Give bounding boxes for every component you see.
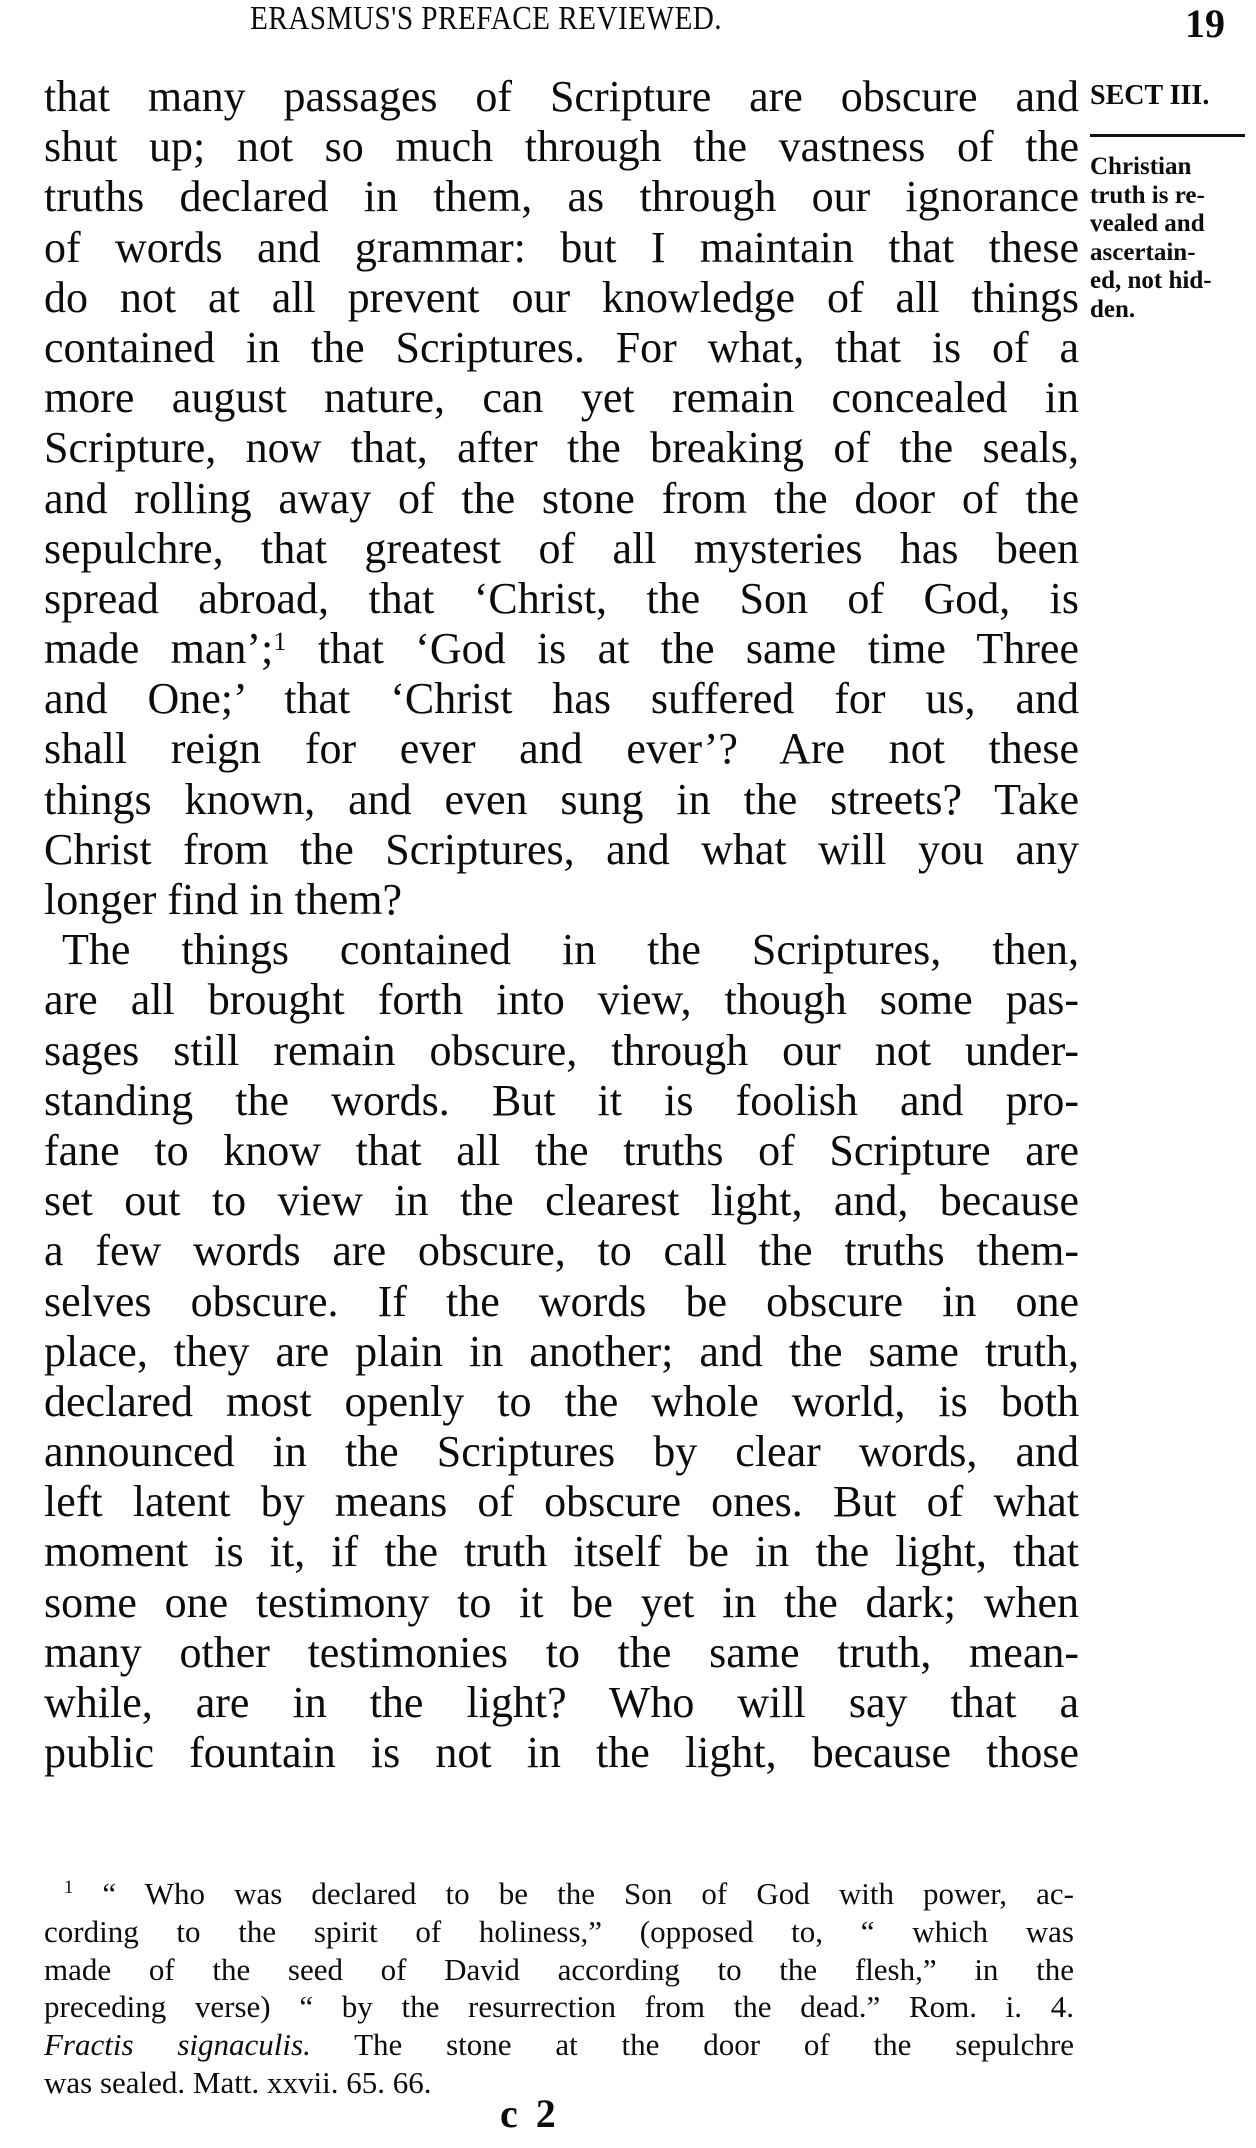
text-line: sages still remain obscure, through our not under- xyxy=(44,1025,1079,1075)
text-line: sepulchre, that greatest of all mysteries has been xyxy=(44,523,1079,573)
footnote-reference[interactable]: 1 xyxy=(273,626,287,657)
text-line: and rolling away of the stone from the door of the xyxy=(44,473,1079,523)
text-line: contained in the Scriptures. For what, that is of a xyxy=(44,322,1079,372)
text-line: left latent by means of obscure ones. But of what xyxy=(44,1477,1079,1527)
text-line: of words and grammar: but I maintain that these xyxy=(44,222,1079,272)
text-line: shut up; not so much through the vastness of the xyxy=(44,122,1079,172)
text-line: announced in the Scriptures by clear words, and xyxy=(44,1427,1079,1477)
text-line: are all brought forth into view, though some pas- xyxy=(44,975,1079,1025)
text-line: things known, and even sung in the streets? Take xyxy=(44,774,1079,824)
text-line: longer find in them? xyxy=(44,875,403,924)
footnote xyxy=(44,1875,1074,2102)
margin-note-line: ed, not hid- xyxy=(1090,267,1212,294)
footnote-line: was sealed. Matt. xxvii. 65. 66. xyxy=(44,2064,432,2100)
text-line: more august nature, can yet remain concealed in xyxy=(44,373,1079,423)
text-line: while, are in the light? Who will say that a xyxy=(44,1678,1079,1727)
margin-note-line: vealed and xyxy=(1090,210,1205,237)
page-number: 19 xyxy=(1185,1,1225,46)
text-line: standing the words. But it is foolish and pro- xyxy=(44,1075,1079,1125)
text-line: set out to view in the clearest light, and, because xyxy=(44,1176,1079,1226)
text-line: some one testimony to it be yet in the dark; when xyxy=(44,1577,1079,1627)
footnote-line: cording to the spirit of holiness,” (opposed to, “ which was xyxy=(44,1913,1074,1949)
text-line: declared most openly to the whole world, is both xyxy=(44,1376,1079,1426)
text-line: shall reign for ever and ever’? Are not these xyxy=(44,724,1079,774)
text-line: selves obscure. If the words be obscure in one xyxy=(44,1276,1079,1326)
text-line: many other testimonies to the same truth, mean- xyxy=(44,1627,1079,1677)
text-line-with-footnote-ref: made man’;$^1$ that ‘God is at the same time Three xyxy=(44,624,1079,674)
text-line: do not at all prevent our knowledge of all things xyxy=(44,272,1079,322)
footnote-line: made of the seed of David according to the flesh,” in the xyxy=(44,1951,1074,1987)
running-title: ERASMUS'S PREFACE REVIEWED. xyxy=(250,0,723,37)
section-label: SECT III. xyxy=(1090,80,1210,111)
margin-note-line: ascertain- xyxy=(1090,238,1196,266)
margin-note xyxy=(1090,72,1250,324)
body-text xyxy=(44,72,1079,1778)
footnote-line: Fractis signaculis. The stone at the door of the sepulchre xyxy=(44,2027,1074,2063)
text-line: that many passages of Scripture are obscure and xyxy=(44,72,1079,121)
text-line: and One;’ that ‘Christ has suffered for us, and xyxy=(44,674,1079,724)
paragraph-start-line: The things contained in the Scriptures, then, xyxy=(62,925,1079,975)
text-line: public fountain is not in the light, because those xyxy=(44,1728,1079,1778)
text-line: moment is it, if the truth itself be in the light, that xyxy=(44,1527,1079,1577)
margin-note-line: truth is re- xyxy=(1090,181,1205,209)
text-line: Christ from the Scriptures, and what will you any xyxy=(44,824,1079,874)
text-line: place, they are plain in another; and the same truth, xyxy=(44,1326,1079,1376)
margin-note-line: Christian xyxy=(1090,153,1192,180)
text-line: Scripture, now that, after the breaking of the seals, xyxy=(44,423,1079,473)
signature-mark: c 2 xyxy=(500,2091,560,2136)
footnote-line: preceding verse) “ by the resurrection from the dead.” Rom. i. 4. xyxy=(44,1989,1074,2025)
text-line: a few words are obscure, to call the truths them- xyxy=(44,1226,1079,1276)
section-rule xyxy=(1090,134,1245,137)
text-line: fane to know that all the truths of Scripture are xyxy=(44,1125,1079,1175)
footnote-line: $^1$ “ Who was declared to be the Son of God with power, ac- xyxy=(64,1876,1074,1911)
margin-note-line: den. xyxy=(1090,295,1136,323)
text-line: spread abroad, that ‘Christ, the Son of God, is xyxy=(44,573,1079,623)
footnote-marker: 1 xyxy=(64,1877,74,1898)
latin-phrase: Fractis signaculis. xyxy=(44,2027,311,2063)
text-line: truths declared in them, as through our ignorance xyxy=(44,172,1079,222)
